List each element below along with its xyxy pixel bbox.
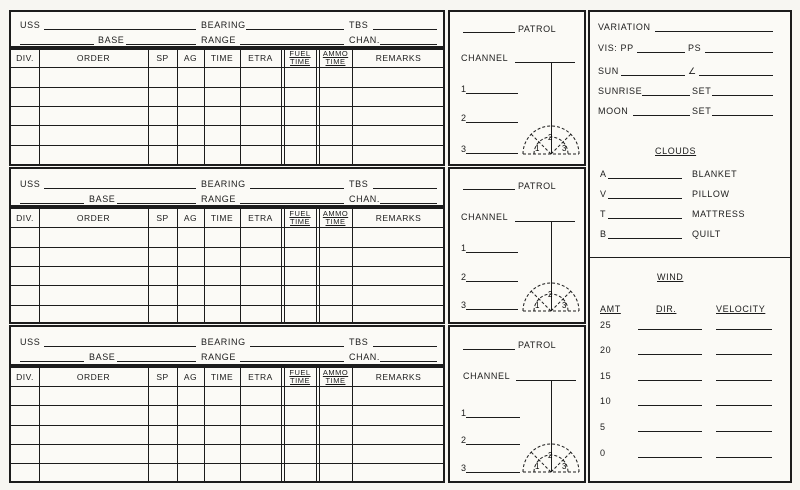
moonset-field[interactable]: [712, 115, 773, 116]
order-table-2: [9, 207, 445, 324]
uss-field-3[interactable]: [44, 346, 196, 347]
wind-vel-field-25[interactable]: [716, 329, 772, 330]
cloud-name-pillow: PILLOW: [692, 189, 730, 199]
sector-dial-icon-1: [521, 122, 581, 156]
patrol-name-field-1[interactable]: [463, 32, 515, 33]
col-remarks-1: REMARKS: [375, 53, 422, 63]
wind-vel-field-5[interactable]: [716, 431, 772, 432]
vis-pp-label: VIS: PP: [598, 43, 634, 53]
channel-label-3: CHANNEL: [463, 371, 511, 381]
wind-dir-field-10[interactable]: [638, 405, 702, 406]
col-sp-1: SP: [156, 53, 169, 63]
col-order-1: ORDER: [76, 53, 111, 63]
sun-label: SUN: [598, 66, 619, 76]
wind-vel-field-20[interactable]: [716, 354, 772, 355]
col-time-3: TIME: [210, 372, 234, 382]
wind-dir-field-15[interactable]: [638, 380, 702, 381]
patrol-line-label-2-3: 3: [461, 300, 467, 310]
dial-label-3-2: 2: [548, 451, 553, 460]
range-label-1: RANGE: [201, 35, 237, 45]
wind-dir-field-20[interactable]: [638, 354, 702, 355]
dial-label-2-2: 2: [548, 290, 553, 299]
chan-label-1: CHAN.: [349, 35, 381, 45]
tbs-field-3[interactable]: [373, 346, 437, 347]
uss-label-1: USS: [20, 20, 41, 30]
channel-label-1: CHANNEL: [461, 53, 509, 63]
base-field-3[interactable]: [117, 361, 196, 362]
tbs-field-2[interactable]: [373, 188, 437, 189]
uss-label-2: USS: [20, 179, 41, 189]
range-label-3: RANGE: [201, 352, 237, 362]
cloud-name-quilt: QUILT: [692, 229, 721, 239]
cloud-name-mattress: MATTRESS: [692, 209, 746, 219]
weather-panel: [588, 10, 792, 483]
col-remarks-3: REMARKS: [375, 372, 422, 382]
tbs-label-2: TBS: [349, 179, 369, 189]
sun-angle-field[interactable]: [699, 75, 773, 76]
wind-header-velocity: VELOCITY: [716, 304, 766, 314]
patrol-line-label-1-1: 1: [461, 84, 467, 94]
range-field-1[interactable]: [240, 44, 344, 45]
patrol-line-field-2-1[interactable]: [466, 252, 518, 253]
sunrise-label: SUNRISE: [598, 86, 643, 96]
uss-label-3: USS: [20, 337, 41, 347]
wind-header-amt: AMT: [600, 304, 621, 314]
patrol-line-field-3-3[interactable]: [466, 472, 520, 473]
patrol-title-3: PATROL: [518, 340, 557, 350]
uss-field-1[interactable]: [44, 29, 196, 30]
patrol-line-field-2-2[interactable]: [466, 281, 518, 282]
chan-field-2[interactable]: [380, 203, 437, 204]
col-fuel-2: FUEL: [289, 209, 311, 218]
cloud-letter-a: A: [600, 169, 607, 179]
patrol-line-field-1-1[interactable]: [466, 93, 518, 94]
col-ag-1: AG: [183, 53, 198, 63]
sun-field[interactable]: [621, 75, 685, 76]
col-fuel-time-3: TIME: [290, 376, 310, 385]
patrol-line-label-3-2: 2: [461, 435, 467, 445]
col-ammo-time-1: TIME: [325, 57, 346, 66]
col-fuel-time-2: TIME: [290, 217, 310, 226]
chan-label-3: CHAN.: [349, 352, 381, 362]
tbs-label-1: TBS: [349, 20, 369, 30]
wind-vel-field-0[interactable]: [716, 457, 772, 458]
col-ammo-time-2: TIME: [325, 217, 346, 226]
col-remarks-2: REMARKS: [375, 213, 422, 223]
wind-vel-field-15[interactable]: [716, 380, 772, 381]
patrol-line-field-1-3[interactable]: [466, 153, 518, 154]
bearing-field-1[interactable]: [246, 29, 344, 30]
bearing-field-2[interactable]: [250, 188, 344, 189]
sunset-field[interactable]: [712, 95, 773, 96]
col-sp-2: SP: [156, 213, 169, 223]
col-time-2: TIME: [210, 213, 234, 223]
col-ammo-2: AMMO: [322, 209, 349, 218]
wind-vel-field-10[interactable]: [716, 405, 772, 406]
wind-amt-25: 25: [600, 320, 612, 330]
patrol-line-field-3-2[interactable]: [466, 444, 520, 445]
wind-amt-5: 5: [600, 422, 606, 432]
dial-label-3-1: 1: [535, 462, 540, 471]
cloud-field-a[interactable]: [608, 178, 682, 179]
patrol-title-2: PATROL: [518, 181, 557, 191]
patrol-line-label-3-1: 1: [461, 408, 467, 418]
patrol-line-field-3-1[interactable]: [466, 417, 520, 418]
sector-dial-icon-3: [521, 440, 581, 474]
channel-field-3[interactable]: [516, 380, 576, 381]
patrol-line-label-1-3: 3: [461, 144, 467, 154]
range-field-2[interactable]: [240, 203, 344, 204]
col-ammo-3: AMMO: [322, 368, 349, 377]
wind-amt-0: 0: [600, 448, 606, 458]
bearing-field-3[interactable]: [250, 346, 344, 347]
wind-title: WIND: [657, 272, 684, 282]
chan-field-3[interactable]: [380, 361, 437, 362]
sunset-label: SET: [692, 86, 712, 96]
col-etra-2: ETRA: [248, 213, 273, 223]
range-label-2: RANGE: [201, 194, 237, 204]
patrol-name-field-2[interactable]: [463, 189, 515, 190]
col-div-2: DIV.: [16, 213, 34, 223]
cloud-name-blanket: BLANKET: [692, 169, 738, 179]
col-order-3: ORDER: [76, 372, 111, 382]
sunrise-field[interactable]: [642, 95, 690, 96]
wind-dir-field-25[interactable]: [638, 329, 702, 330]
wind-amt-10: 10: [600, 396, 612, 406]
dial-label-2-1: 1: [535, 301, 540, 310]
patrol-line-label-2-2: 2: [461, 272, 467, 282]
tbs-label-3: TBS: [349, 337, 369, 347]
channel-field-1[interactable]: [515, 62, 575, 63]
chan-field-1[interactable]: [380, 44, 437, 45]
col-div-1: DIV.: [16, 53, 34, 63]
channel-label-2: CHANNEL: [461, 212, 509, 222]
weather-divider: [588, 257, 792, 258]
base-field-pre-3[interactable]: [20, 361, 84, 362]
col-sp-3: SP: [156, 372, 169, 382]
patrol-line-label-2-1: 1: [461, 243, 467, 253]
col-fuel-1: FUEL: [289, 49, 311, 58]
vis-pp-field[interactable]: [637, 52, 685, 53]
wind-amt-15: 15: [600, 371, 612, 381]
col-div-3: DIV.: [16, 372, 34, 382]
bearing-label-2: BEARING: [201, 179, 246, 189]
cloud-field-b[interactable]: [608, 238, 682, 239]
patrol-line-label-3-3: 3: [461, 463, 467, 473]
cloud-field-t[interactable]: [608, 218, 682, 219]
chan-label-2: CHAN.: [349, 194, 381, 204]
base-field-pre-2[interactable]: [20, 203, 84, 204]
col-ammo-1: AMMO: [322, 49, 349, 58]
col-ammo-time-3: TIME: [325, 376, 346, 385]
cloud-field-v[interactable]: [608, 198, 682, 199]
wind-header-dir: DIR.: [656, 304, 677, 314]
order-table-3: [9, 366, 445, 483]
range-field-3[interactable]: [240, 361, 344, 362]
base-field-pre-1[interactable]: [20, 44, 94, 45]
variation-field[interactable]: [655, 31, 773, 32]
vis-ps-field[interactable]: [705, 52, 773, 53]
col-fuel-3: FUEL: [289, 368, 311, 377]
wind-dir-field-0[interactable]: [638, 457, 702, 458]
channel-field-2[interactable]: [515, 221, 575, 222]
moon-field[interactable]: [633, 115, 690, 116]
cloud-letter-v: V: [600, 189, 607, 199]
base-field-2[interactable]: [117, 203, 196, 204]
patrol-line-field-2-3[interactable]: [466, 309, 518, 310]
patrol-line-field-1-2[interactable]: [466, 122, 518, 123]
dial-label-1-2: 2: [548, 133, 553, 142]
col-order-2: ORDER: [76, 213, 111, 223]
dial-label-3-3: 3: [562, 462, 567, 471]
base-label-1: BASE: [98, 35, 125, 45]
base-field-1[interactable]: [126, 44, 196, 45]
clouds-title: CLOUDS: [655, 146, 697, 156]
variation-label: VARIATION: [598, 22, 651, 32]
col-ag-2: AG: [183, 213, 198, 223]
dial-label-1-3: 3: [562, 144, 567, 153]
vis-ps-label: PS: [688, 43, 702, 53]
col-etra-3: ETRA: [248, 372, 273, 382]
uss-field-2[interactable]: [44, 188, 196, 189]
base-label-3: BASE: [89, 352, 116, 362]
dial-label-1-1: 1: [535, 144, 540, 153]
base-label-2: BASE: [89, 194, 116, 204]
bearing-label-1: BEARING: [201, 20, 246, 30]
wind-dir-field-5[interactable]: [638, 431, 702, 432]
col-time-1: TIME: [210, 53, 234, 63]
patrol-line-label-1-2: 2: [461, 113, 467, 123]
patrol-name-field-3[interactable]: [463, 349, 515, 350]
bearing-label-3: BEARING: [201, 337, 246, 347]
col-fuel-time-1: TIME: [290, 57, 310, 66]
col-ag-3: AG: [183, 372, 198, 382]
sun-angle-icon: ∠: [688, 66, 697, 76]
moonset-label: SET: [692, 106, 712, 116]
sector-dial-icon-2: [521, 279, 581, 313]
order-table-1: [9, 48, 445, 166]
tbs-field-1[interactable]: [373, 29, 437, 30]
dial-label-2-3: 3: [562, 301, 567, 310]
moon-label: MOON: [598, 106, 629, 116]
cloud-letter-t: T: [600, 209, 607, 219]
patrol-title-1: PATROL: [518, 24, 557, 34]
cloud-letter-b: B: [600, 229, 607, 239]
col-etra-1: ETRA: [248, 53, 273, 63]
wind-amt-20: 20: [600, 345, 612, 355]
